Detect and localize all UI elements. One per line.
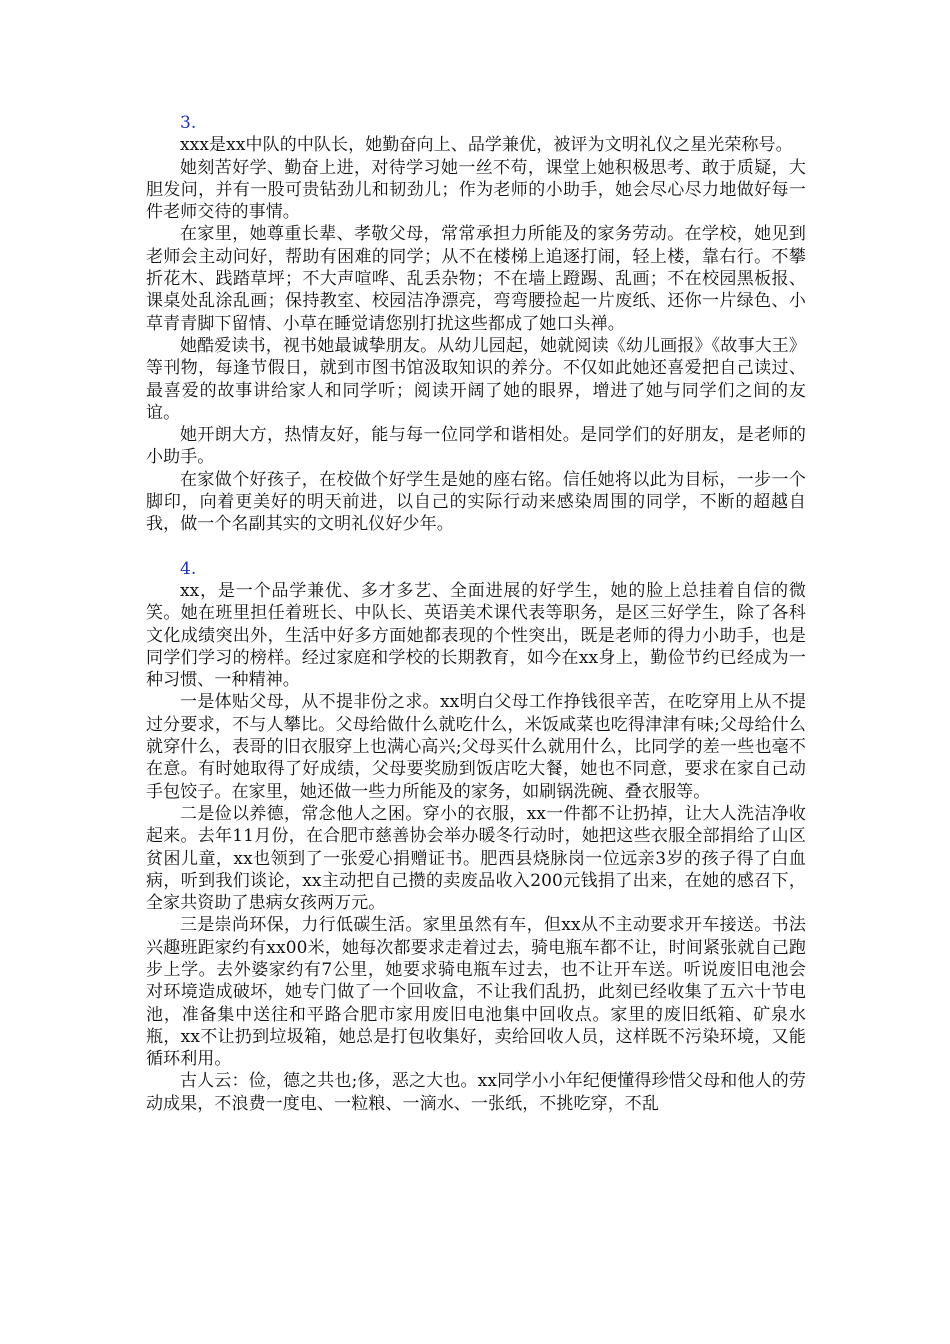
paragraph: 三是崇尚环保，力行低碳生活。家里虽然有车，但xx从不主动要求开车接送。书法兴趣班距家约有xx00米，她每次都要求走着过去，骑电瓶车都不让，时间紧张就自己跑步上学。去外婆家约有7公里，她要求骑电瓶车过去，也不让开车送。听说废旧电池会对环境造成破坏，她专门做了一个回收盒，不让我们乱扔，此刻已经收集了五六十节电池，准备集中送往和平路合肥市家用废旧电池集中回收点。家里的废旧纸箱、矿泉水瓶，xx不让扔到垃圾箱，她总是打包收集好，卖给回收人员，这样既不污染环境，又能循环利用。	[146, 915, 806, 1070]
paragraph: 她酷爱读书，视书她最诚挚朋友。从幼儿园起，她就阅读《幼儿画报》《故事大王》等刊物，每逢节假日，就到市图书馆汲取知识的养分。不仅如此她还喜爱把自己读过、最喜爱的故事讲给家人和同学听；阅读开阔了她的眼界，增进了她与同学们之间的友谊。	[146, 335, 806, 423]
paragraph: xx，是一个品学兼优、多才多艺、全面进展的好学生，她的脸上总挂着自信的微笑。她在班里担任着班长、中队长、英语美术课代表等职务，是区三好学生，除了各科文化成绩突出外，生活中好多方面她都表现的个性突出，既是老师的得力小助手，也是同学们学习的榜样。经过家庭和学校的长期教育，如今在xx身上，勤俭节约已经成为一种习惯、一种精神。	[146, 580, 806, 691]
paragraph: 她开朗大方，热情友好，能与每一位同学和谐相处。是同学们的好朋友，是老师的小助手。	[146, 425, 806, 468]
paragraph: 一是体贴父母，从不提非份之求。xx明白父母工作挣钱很辛苦，在吃穿用上从不提过分要求，不与人攀比。父母给做什么就吃什么，米饭咸菜也吃得津津有味;父母给什么就穿什么，表哥的旧衣服穿上也满心高兴;父母买什么就用什么，比同学的差一些也毫不在意。有时她取得了好成绩，父母要奖励到饭店吃大餐，她也不同意，要求在家自己动手包饺子。在家里，她还做一些力所能及的家务，如刷锅洗碗、叠衣服等。	[146, 692, 806, 802]
section-3	[146, 112, 806, 536]
paragraph: 她刻苦好学、勤奋上进，对待学习她一丝不苟，课堂上她积极思考、敢于质疑，大胆发问，并有一股可贵钻劲儿和韧劲儿；作为老师的小助手，她会尽心尽力地做好每一件老师交待的事情。	[146, 157, 806, 223]
paragraph: 二是俭以养德，常念他人之困。穿小的衣服，xx一件都不让扔掉，让大人洗洁净收起来。去年11月份，在合肥市慈善协会举办暖冬行动时，她把这些衣服全部捐给了山区贫困儿童，xx也领到了一张爱心捐赠证书。肥西县烧脉岗一位远亲3岁的孩子得了白血病，听到我们谈论，xx主动把自己攒的卖废品收入200元钱捐了出来，在她的感召下，全家共资助了患病女孩两万元。	[146, 803, 806, 914]
paragraph: 在家里，她尊重长辈、孝敬父母，常常承担力所能及的家务劳动。在学校，她见到老师会主动问好，帮助有困难的同学；从不在楼梯上追逐打闹，轻上楼，靠右行。不攀折花木、践踏草坪；不大声喧哗、乱丢杂物；不在墙上蹬踢、乱画；不在校园黑板报、课桌处乱涂乱画；保持教室、校园洁净漂亮，弯弯腰捡起一片废纸、还你一片绿色、小草青青脚下留情、小草在睡觉请您别打扰这些都成了她口头禅。	[146, 224, 806, 334]
paragraph: 古人云：俭，德之共也;侈，恶之大也。xx同学小小年纪便懂得珍惜父母和他人的劳动成果，不浪费一度电、一粒粮、一滴水、一张纸，不挑吃穿，不乱	[146, 1071, 806, 1114]
document-page	[146, 112, 806, 1115]
paragraph: 在家做个好孩子，在校做个好学生是她的座右铭。信任她将以此为目标，一步一个脚印，向着更美好的明天前进，以自己的实际行动来感染周围的同学，不断的超越自我，做一个名副其实的文明礼仪好少年。	[146, 469, 806, 535]
paragraph: xxx是xx中队的中队长，她勤奋向上、品学兼优，被评为文明礼仪之星光荣称号。	[180, 135, 793, 156]
section-number: 3.	[180, 113, 197, 133]
section-number: 4.	[180, 558, 197, 579]
section-4	[146, 558, 806, 1115]
section-spacer	[146, 536, 806, 558]
